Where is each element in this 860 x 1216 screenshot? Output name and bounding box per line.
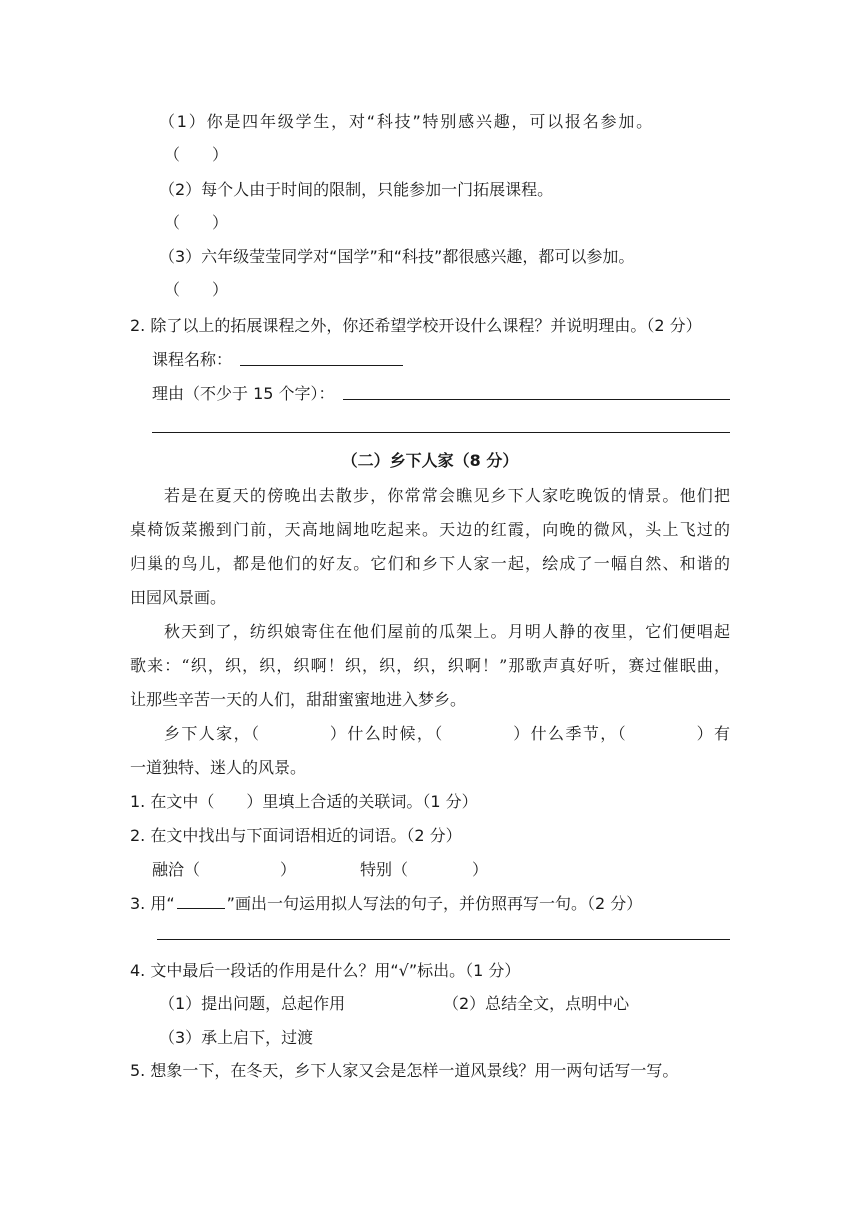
question-4-last-paragraph: 4. 文中最后一段话的作用是什么？用“√”标出。（1 分） bbox=[130, 961, 521, 980]
judgment-answer-paren-3: （ ） bbox=[164, 280, 229, 299]
q4-option-3: （3）承上启下，过渡 bbox=[159, 1028, 314, 1047]
passage-p2-line-2: 歌来：“织，织，织，织啊！织，织，织，织啊！”那歌声真好听，赛过催眠曲， bbox=[130, 656, 730, 675]
q4-option-1: （1）提出问题，总起作用 bbox=[159, 994, 346, 1013]
judgment-answer-paren-2: （ ） bbox=[164, 213, 229, 232]
judgment-item-2: （2）每个人由于时间的限制，只能参加一门拓展课程。 bbox=[159, 180, 554, 199]
reason-answer-line-1 bbox=[343, 399, 730, 400]
q3-suffix: ”画出一句运用拟人写法的句子，并仿照再写一句。（2 分） bbox=[226, 894, 643, 913]
judgment-item-3: （3）六年级莹莹同学对“国学”和“科技”都很感兴趣，都可以参加。 bbox=[159, 247, 635, 266]
judgment-item-1: （1）你是四年级学生，对“科技”特别感兴趣，可以报名参加。 bbox=[159, 112, 654, 131]
reason-answer-line-2 bbox=[152, 432, 730, 433]
course-name-label: 课程名称： bbox=[152, 350, 233, 369]
q3-prefix: 3. 用“ bbox=[130, 894, 175, 913]
passage-p1-line-1: 若是在夏天的傍晚出去散步，你常常会瞧见乡下人家吃晚饭的情景。他们把 bbox=[164, 486, 730, 505]
passage-p3-line-2: 一道独特、迷人的风景。 bbox=[130, 758, 307, 777]
q3-answer-line bbox=[157, 939, 730, 940]
underline-sample bbox=[177, 894, 225, 909]
passage-p2-line-1: 秋天到了，纺织娘寄住在他们屋前的瓜架上。月明人静的夜里，它们便唱起 bbox=[164, 622, 730, 641]
reason-label: 理由（不少于 15 个字）： bbox=[152, 384, 335, 403]
judgment-answer-paren-1: （ ） bbox=[164, 145, 229, 164]
synonym-word-1: 融洽（ ） bbox=[152, 860, 297, 879]
question-2-extra-course: 2. 除了以上的拓展课程之外，你还希望学校开设什么课程？并说明理由。（2 分） bbox=[130, 316, 702, 335]
question-5-winter-scene: 5. 想象一下，在冬天，乡下人家又会是怎样一道风景线？用一两句话写一写。 bbox=[130, 1061, 679, 1080]
passage-p1-line-3: 归巢的鸟儿，都是他们的好友。它们和乡下人家一起，绘成了一幅自然、和谐的 bbox=[130, 554, 730, 573]
passage-p1-line-4: 田园风景画。 bbox=[130, 588, 227, 607]
passage-p1-line-2: 桌椅饭菜搬到门前，天高地阔地吃起来。天边的红霞，向晚的微风，头上飞过的 bbox=[130, 520, 730, 539]
passage-p2-line-3: 让那些辛苦一天的人们，甜甜蜜蜜地进入梦乡。 bbox=[130, 690, 467, 709]
section-heading: （二）乡下人家（8 分） bbox=[341, 451, 519, 470]
question-2-synonyms: 2. 在文中找出与下面词语相近的词语。（2 分） bbox=[130, 826, 462, 845]
q4-option-2: （2）总结全文，点明中心 bbox=[443, 994, 630, 1013]
question-1-conjunctions: 1. 在文中（ ）里填上合适的关联词。（1 分） bbox=[130, 792, 478, 811]
course-name-answer-line bbox=[240, 365, 403, 366]
question-3-personification bbox=[130, 894, 642, 914]
synonym-word-2: 特别（ ） bbox=[360, 860, 489, 879]
passage-p3-line-1: 乡下人家，（ ）什么时候，（ ）什么季节，（ ）有 bbox=[164, 724, 730, 743]
